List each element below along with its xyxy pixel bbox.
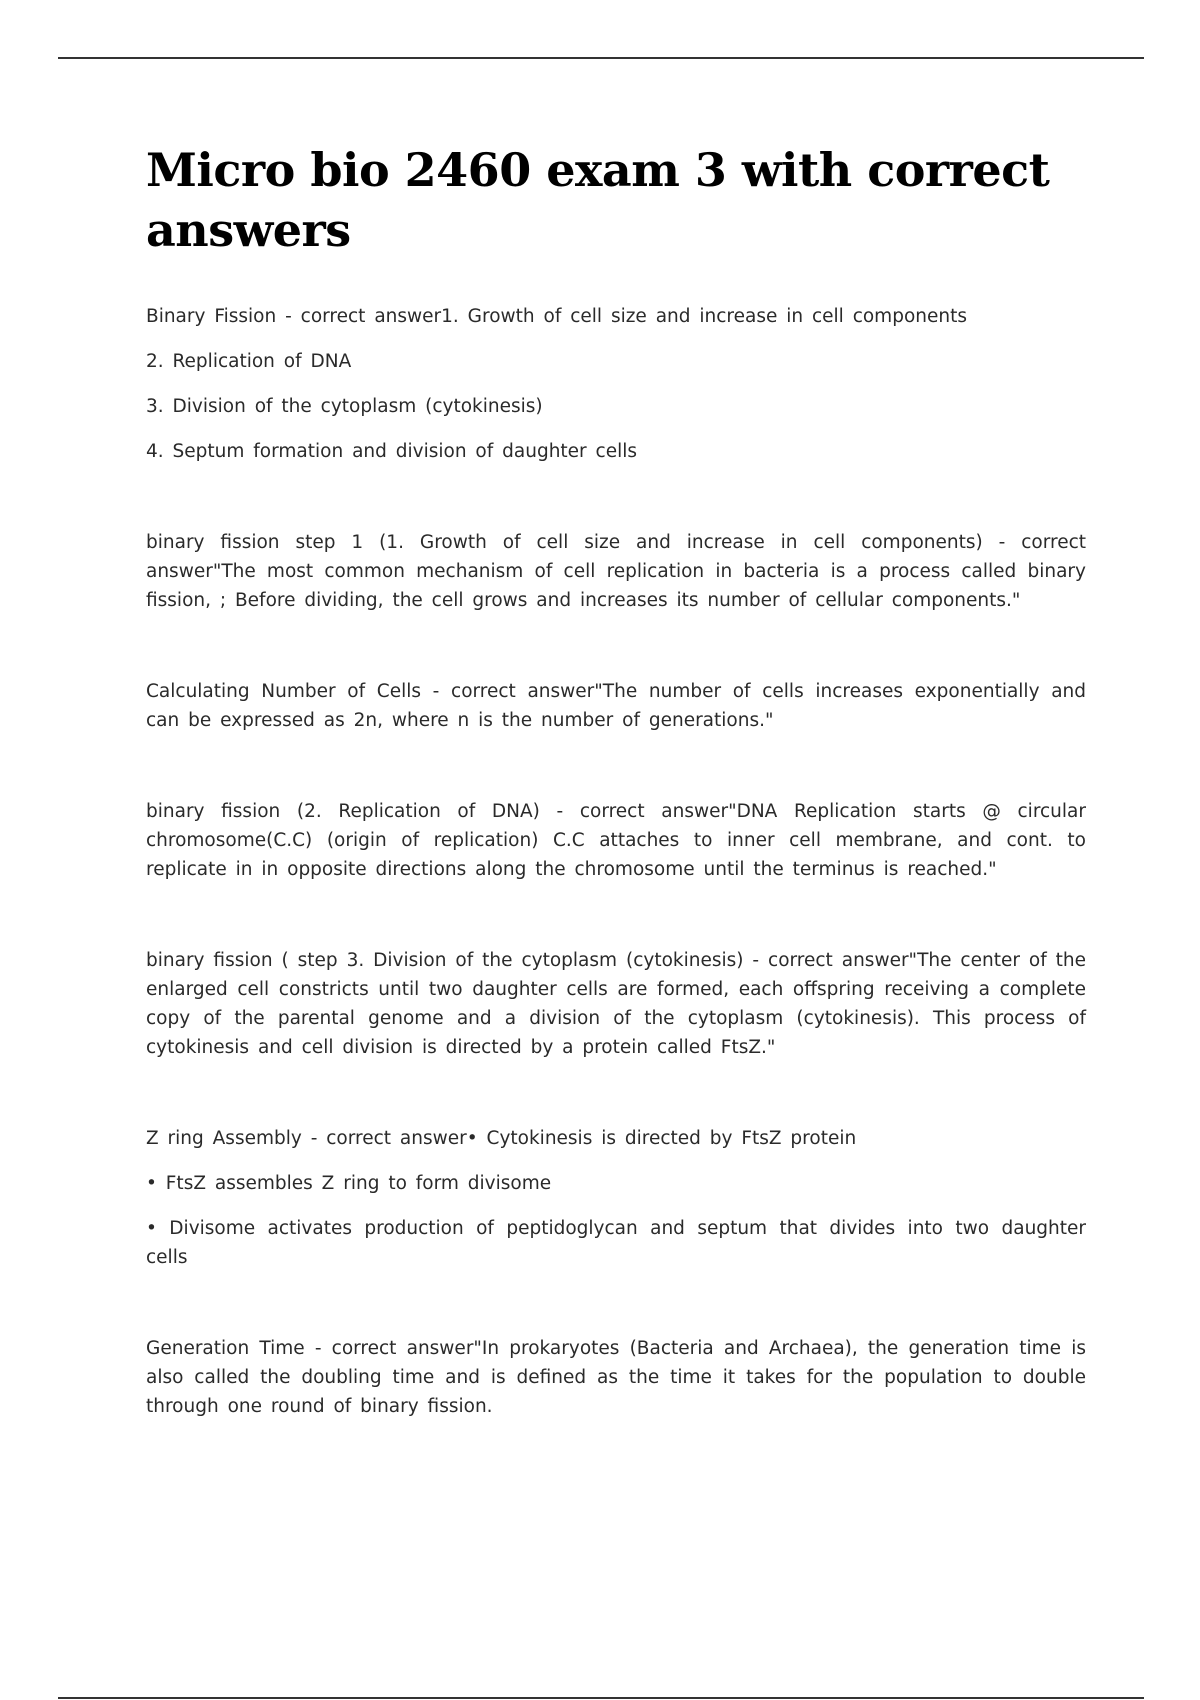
- top-rule: [58, 57, 1144, 59]
- answer-paragraph: Calculating Number of Cells - correct answer"The number of cells increases exponentially and can be expressed as 2n, where n is the number of generations.": [146, 681, 1086, 731]
- answer-paragraph: binary fission (2. Replication of DNA) - correct answer"DNA Replication starts @ circular chromosome(C.C) (origin of replication) C.C attaches to inner cell membrane, and cont. to replicate in in opposite directions along the chromosome until the terminus is reached.": [146, 801, 1086, 880]
- qa-binary-fission-step-3: [146, 946, 1086, 1062]
- answer-line: 3. Division of the cytoplasm (cytokinesis): [146, 396, 543, 417]
- qa-binary-fission-replication: [146, 797, 1086, 884]
- qa-binary-fission-step-1: [146, 528, 1086, 615]
- answer-bullet: • Divisome activates production of peptidoglycan and septum that divides into two daughter cells: [146, 1218, 1086, 1268]
- qa-binary-fission: [146, 302, 1086, 466]
- answer-paragraph: binary fission ( step 3. Division of the cytoplasm (cytokinesis) - correct answer"The center of the enlarged cell constricts until two daughter cells are formed, each offspring receiving a complete copy of the parental genome and a division of the cytoplasm (cytokinesis). This process of cytokinesis and cell division is directed by a protein called FtsZ.": [146, 950, 1086, 1058]
- document-body: [146, 302, 1086, 1483]
- answer-line: 2. Replication of DNA: [146, 351, 352, 372]
- answer-line: Z ring Assembly - correct answer• Cytokinesis is directed by FtsZ protein: [146, 1128, 857, 1149]
- bottom-rule: [58, 1697, 1144, 1699]
- answer-paragraph: Generation Time - correct answer"In prokaryotes (Bacteria and Archaea), the generation time is also called the doubling time and is defined as the time it takes for the population to double through one round of binary fission.: [146, 1338, 1086, 1417]
- answer-paragraph: binary fission step 1 (1. Growth of cell size and increase in cell components) - correct answer"The most common mechanism of cell replication in bacteria is a process called binary fission, ; Before dividing, the cell grows and increases its number of cellular components.": [146, 532, 1086, 611]
- qa-generation-time: [146, 1334, 1086, 1421]
- qa-calculating-number-of-cells: [146, 677, 1086, 735]
- document-title: Micro bio 2460 exam 3 with correct answers: [146, 143, 1050, 257]
- answer-line: Binary Fission - correct answer1. Growth of cell size and increase in cell components: [146, 306, 967, 327]
- qa-z-ring-assembly: [146, 1124, 1086, 1272]
- answer-line: 4. Septum formation and division of daughter cells: [146, 441, 638, 462]
- answer-bullet: • FtsZ assembles Z ring to form divisome: [146, 1173, 552, 1194]
